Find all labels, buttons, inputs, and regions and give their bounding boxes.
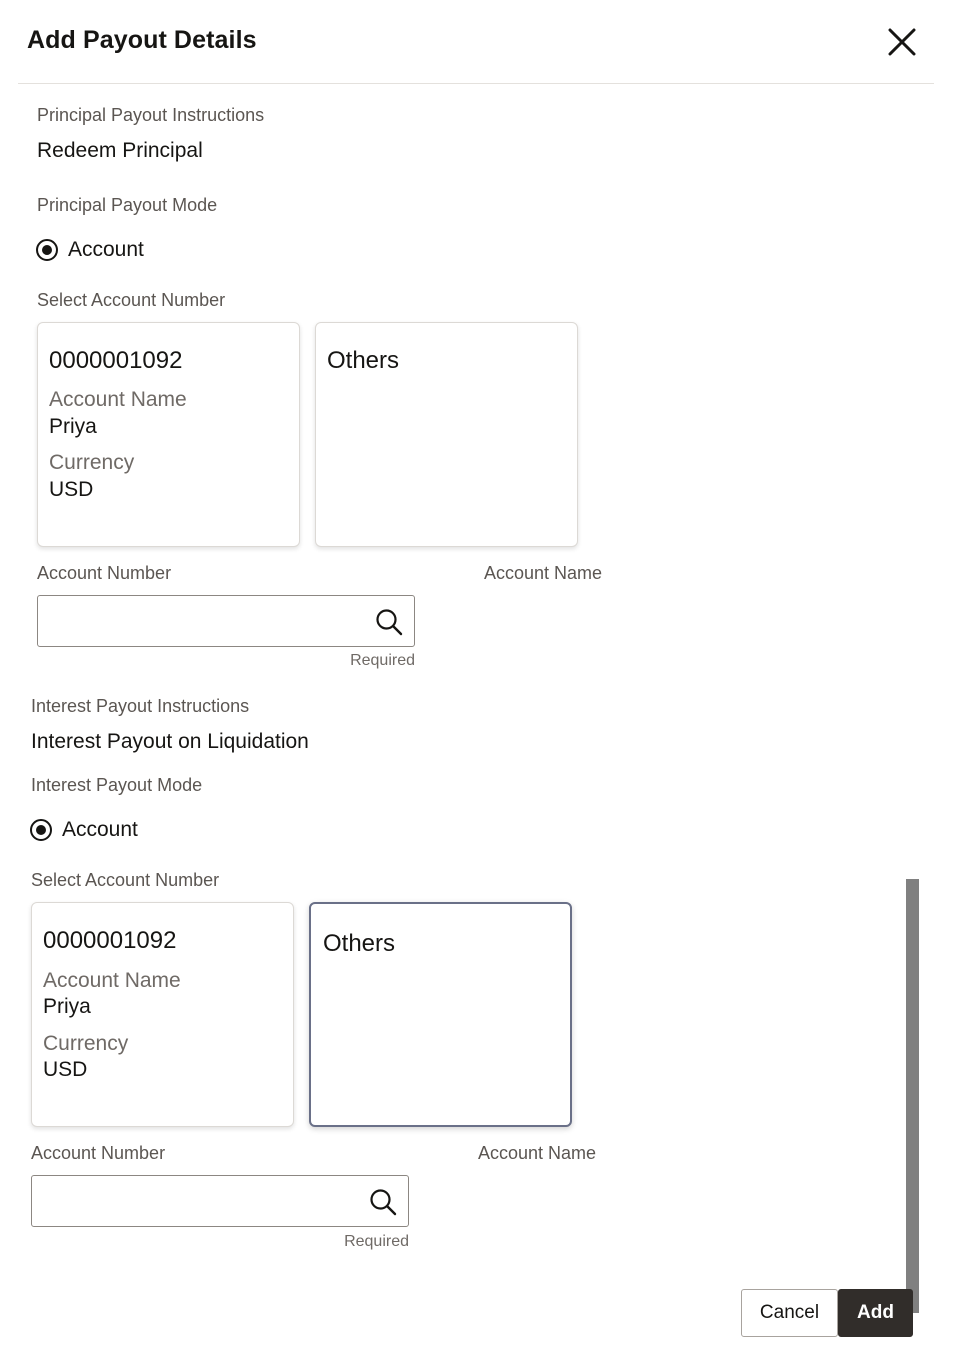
- principal-account-name-label: Account Name: [484, 563, 603, 583]
- account-card-currency-label: Currency: [43, 1032, 129, 1055]
- dialog-header: [18, 0, 934, 84]
- account-card-currency-value: USD: [49, 478, 94, 501]
- principal-mode-label: Principal Payout Mode: [37, 195, 218, 215]
- principal-mode-account-radio[interactable]: [36, 238, 144, 262]
- add-button[interactable]: Add: [838, 1289, 913, 1337]
- search-icon: [374, 607, 404, 637]
- account-card-name-value: Priya: [43, 995, 91, 1018]
- radio-selected-icon: [30, 819, 52, 841]
- account-card-currency-value: USD: [43, 1058, 88, 1081]
- interest-account-number-input[interactable]: [31, 1175, 409, 1227]
- interest-mode-account-radio[interactable]: [30, 818, 138, 842]
- close-button[interactable]: [884, 24, 920, 60]
- interest-select-account-label: Select Account Number: [31, 870, 220, 890]
- interest-account-card[interactable]: [31, 902, 294, 1127]
- account-card-name-label: Account Name: [43, 969, 181, 992]
- dialog-scrollbar[interactable]: [906, 879, 919, 1313]
- others-card-label: Others: [327, 347, 400, 374]
- principal-search-button[interactable]: [374, 607, 404, 637]
- principal-mode-account-label: Account: [68, 238, 144, 261]
- principal-required-text: Required: [350, 652, 415, 669]
- principal-account-number-label: Account Number: [37, 563, 172, 583]
- interest-others-card[interactable]: [309, 902, 572, 1127]
- principal-account-card[interactable]: [37, 322, 300, 547]
- principal-others-card[interactable]: [315, 322, 578, 547]
- principal-account-number-input[interactable]: [37, 595, 415, 647]
- account-card-number: 0000001092: [43, 927, 177, 954]
- principal-instructions-label: Principal Payout Instructions: [37, 105, 265, 125]
- search-icon: [368, 1187, 398, 1217]
- principal-instructions-value: Redeem Principal: [37, 139, 203, 162]
- interest-instructions-value: Interest Payout on Liquidation: [31, 730, 309, 753]
- principal-select-account-label: Select Account Number: [37, 290, 226, 310]
- dialog-title: Add Payout Details: [27, 26, 257, 54]
- account-card-name-label: Account Name: [49, 388, 187, 411]
- account-card-number: 0000001092: [49, 347, 183, 374]
- interest-account-name-label: Account Name: [478, 1143, 597, 1163]
- interest-mode-label: Interest Payout Mode: [31, 775, 203, 795]
- interest-instructions-label: Interest Payout Instructions: [31, 696, 250, 716]
- account-card-name-value: Priya: [49, 415, 97, 438]
- close-icon: [884, 24, 920, 60]
- others-card-label: Others: [323, 930, 396, 957]
- interest-mode-account-label: Account: [62, 818, 138, 841]
- cancel-button[interactable]: Cancel: [741, 1289, 838, 1337]
- account-card-currency-label: Currency: [49, 451, 135, 474]
- interest-account-number-label: Account Number: [31, 1143, 166, 1163]
- interest-search-button[interactable]: [368, 1187, 398, 1217]
- interest-required-text: Required: [344, 1233, 409, 1250]
- radio-selected-icon: [36, 239, 58, 261]
